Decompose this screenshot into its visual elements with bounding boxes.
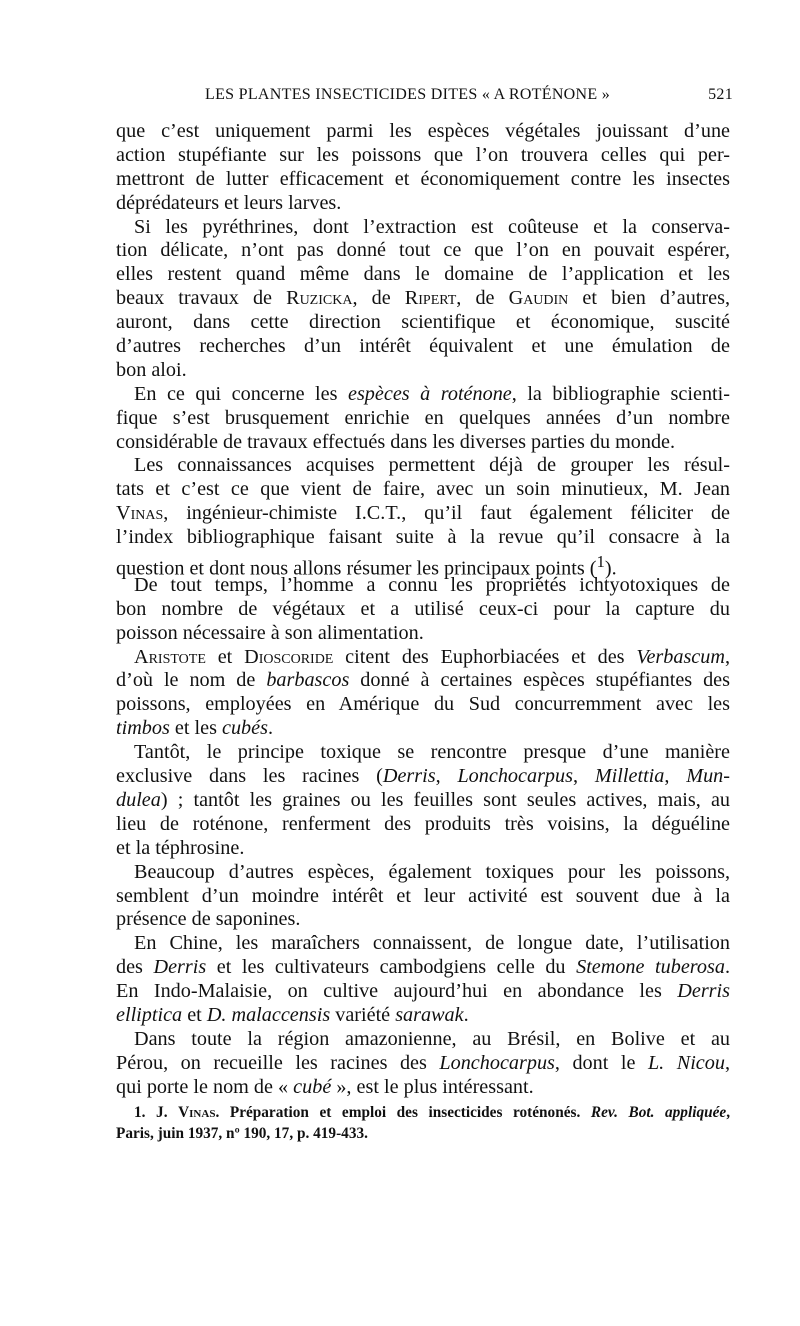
text-line: question et dont nous allons résumer les principaux points ($^1$). xyxy=(116,552,617,580)
text-line: tion délicate, n’ont pas donné tout ce que l’on en pouvait espérer, xyxy=(116,239,730,262)
text-line: lieu de roténone, renferment des produits très voisins, la déguéline xyxy=(116,812,730,835)
text-line: En ce qui concerne les espèces à roténone, la bibliographie scienti- xyxy=(134,382,730,405)
text-line: fique s’est brusquement enrichie en quelques années d’un nombre xyxy=(116,406,730,429)
text-line: qui porte le nom de « cubé », est le plus intéressant. xyxy=(116,1075,534,1098)
text-line: Vinas, ingénieur-chimiste I.C.T., qu’il faut également féliciter de xyxy=(116,502,730,525)
text-line: Beaucoup d’autres espèces, également toxiques pour les poissons, xyxy=(134,860,730,883)
text-line: Tantôt, le principe toxique se rencontre presque d’une manière xyxy=(134,741,730,764)
text-line: tats et c’est ce que vient de faire, avec un soin minutieux, M. Jean xyxy=(116,478,730,501)
text-line: poissons, employées en Amérique du Sud concurremment avec les xyxy=(116,693,730,716)
text-line: et la téphrosine. xyxy=(116,836,245,859)
text-line: exclusive dans les racines (Derris, Lonchocarpus, Millettia, Mun- xyxy=(116,765,730,788)
text-line: elliptica et D. malaccensis variété sarawak. xyxy=(116,1003,469,1026)
text-line: semblent d’un moindre intérêt et leur activité est souvent due à la xyxy=(116,884,730,907)
text-line: déprédateurs et leurs larves. xyxy=(116,191,342,214)
text-line: beaux travaux de Ruzicka, de Ripert, de Gaudin et bien d’autres, xyxy=(116,287,730,310)
text-line: Aristote et Dioscoride citent des Euphorbiacées et des Verbascum, xyxy=(134,645,730,668)
text-line: timbos et les cubés. xyxy=(116,717,273,740)
page-number: 521 xyxy=(708,86,733,103)
text-line: que c’est uniquement parmi les espèces végétales jouissant d’une xyxy=(116,120,730,142)
text-line: elles restent quand même dans le domaine de l’application et les xyxy=(116,263,730,286)
text-line: présence de saponines. xyxy=(116,908,301,931)
text-line: Pérou, on recueille les racines des Lonchocarpus, dont le L. Nicou, xyxy=(116,1051,731,1074)
running-header xyxy=(205,86,735,110)
text-line: En Indo-Malaisie, on cultive aujourd’hui en abondance les Derris xyxy=(116,980,730,1003)
text-line: dulea) ; tantôt les graines ou les feuilles sont seules actives, mais, au xyxy=(116,788,730,811)
running-title: LES PLANTES INSECTICIDES DITES « A ROTÉNONE » xyxy=(205,86,611,103)
text-line: Les connaissances acquises permettent déjà de grouper les résul- xyxy=(134,454,730,477)
footnote-line: 1. J. Vinas. Préparation et emploi des insecticides roténonés. Rev. Bot. appliquée, xyxy=(134,1104,731,1121)
text-line: considérable de travaux effectués dans les diverses parties du monde. xyxy=(116,430,676,453)
footnote-line: Paris, juin 1937, nº 190, 17, p. 419-433. xyxy=(116,1125,368,1142)
text-line: d’où le nom de barbascos donné à certaines espèces stupéfiantes des xyxy=(116,669,730,692)
text-line: d’autres recherches d’un intérêt équivalent et une émulation de xyxy=(116,335,730,358)
text-line: bon nombre de végétaux et a utilisé ceux-ci pour la capture du xyxy=(116,597,730,620)
text-line: De tout temps, l’homme a connu les propriétés ichtyotoxiques de xyxy=(134,573,730,596)
text-line: action stupéfiante sur les poissons que l’on trouvera celles qui per- xyxy=(116,143,730,166)
text-line: bon aloi. xyxy=(116,358,187,381)
text-line: l’index bibliographique faisant suite à la revue qu’il consacre à la xyxy=(116,526,730,549)
text-line: En Chine, les maraîchers connaissent, de longue date, l’utilisation xyxy=(134,932,730,955)
text-line: des Derris et les cultivateurs cambodgiens celle du Stemone tuberosa. xyxy=(116,956,730,979)
text-line: poisson nécessaire à son alimentation. xyxy=(116,621,424,644)
text-line: Si les pyréthrines, dont l’extraction est coûteuse et la conserva- xyxy=(134,215,730,238)
text-line: mettront de lutter efficacement et économiquement contre les insectes xyxy=(116,167,730,190)
body-text xyxy=(116,120,730,1100)
footnote xyxy=(116,1102,730,1144)
text-line: Dans toute la région amazonienne, au Brésil, en Bolive et au xyxy=(134,1027,730,1050)
text-line: auront, dans cette direction scientifique et économique, suscité xyxy=(116,311,730,334)
